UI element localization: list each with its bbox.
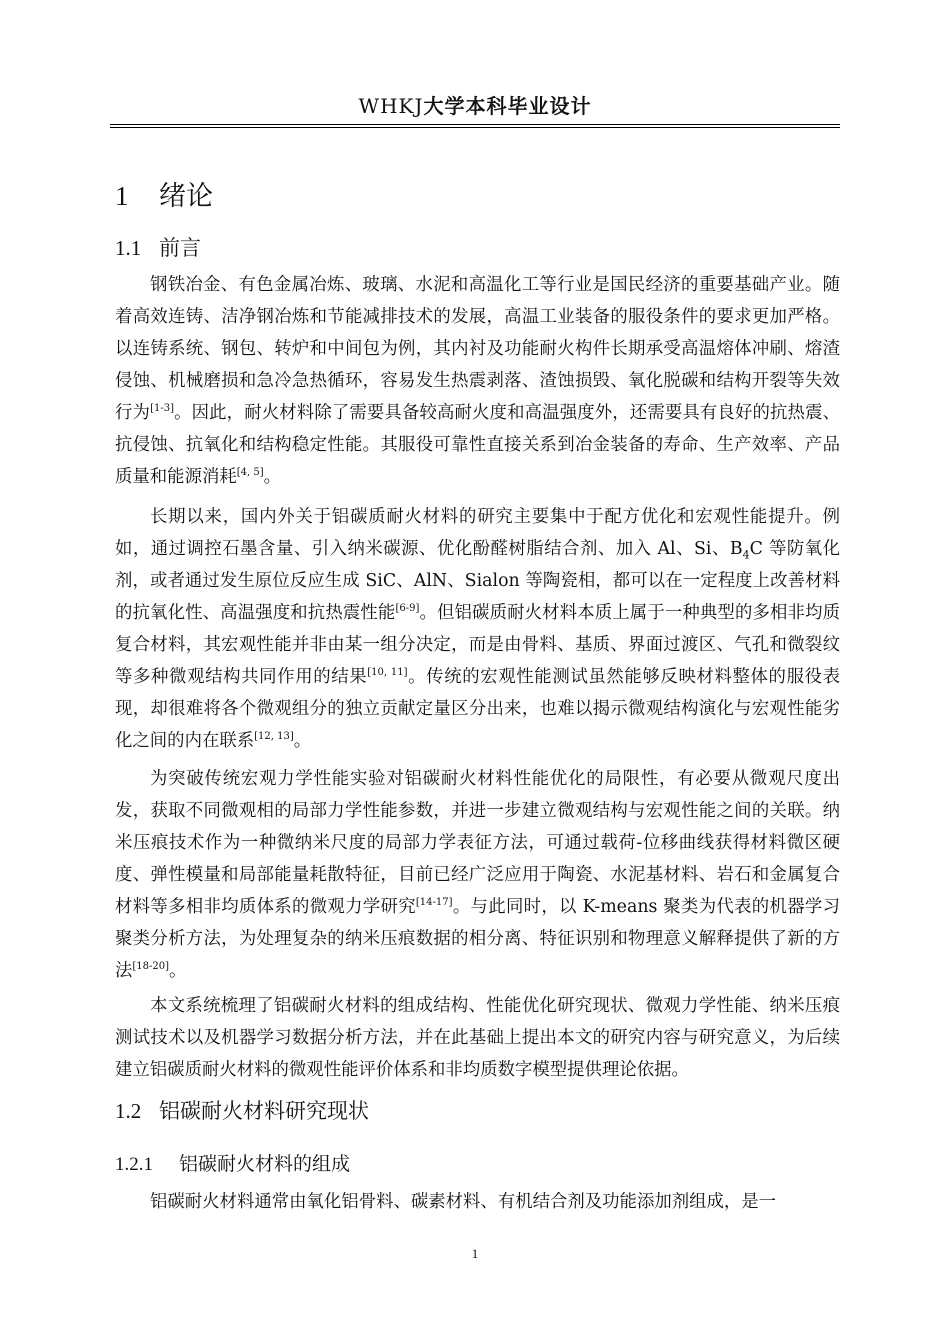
section-title: 前言 bbox=[159, 236, 201, 260]
citation: [14-17] bbox=[415, 897, 453, 909]
section-heading-1-2 bbox=[115, 1094, 369, 1128]
paragraph-2 bbox=[115, 501, 840, 757]
paragraph-1 bbox=[115, 269, 840, 493]
header-title: 大学本科毕业设计 bbox=[423, 94, 592, 118]
paragraph-text: 。与此同时，以 K-means 聚类为代表的机器学习聚类分析方法，为处理复杂的纳米压痕数据的相分离、特征识别和物理意义解释提供了新的方法 bbox=[115, 897, 840, 981]
section-heading-1-1 bbox=[115, 231, 201, 265]
paragraph-4 bbox=[115, 990, 840, 1086]
paragraph-text: 。传统的宏观性能测试虽然能够反映材料整体的服役表现，却很难将各个微观组分的独立贡献定量区分出来，也难以揭示微观结构演化与宏观性能劣化之间的内在联系 bbox=[115, 667, 840, 751]
paragraph-text: 长期以来，国内外关于铝碳质耐火材料的研究主要集中于配方优化和宏观性能提升。例如，通过调控石墨含量、引入纳米碳源、优化酚醛树脂结合剂、加入 Al、Si、B bbox=[115, 507, 840, 559]
paragraph-text: C 等防氧化剂，或者通过发生原位反应生成 SiC、AlN、Sialon 等陶瓷相，都可以在一定程度上改善材料的抗氧化性、高温强度和抗热震性能 bbox=[115, 539, 840, 623]
section-number: 1.2 bbox=[115, 1099, 142, 1123]
citation: [1-3] bbox=[150, 403, 174, 415]
citation: [6-9] bbox=[395, 603, 420, 615]
chapter-title: 绪论 bbox=[159, 181, 213, 212]
paragraph-text: 。 bbox=[263, 467, 282, 487]
paragraph-text: 。因此，耐火材料除了需要具备较高耐火度和高温强度外，还需要具有良好的抗热震、抗侵蚀、抗氧化和结构稳定性能。其服役可靠性直接关系到冶金装备的寿命、生产效率、产品质量和能源消耗 bbox=[115, 403, 840, 487]
paragraph-text: 。 bbox=[169, 961, 187, 981]
paragraph-text: 钢铁冶金、有色金属冶炼、玻璃、水泥和高温化工等行业是国民经济的重要基础产业。随着高效连铸、洁净钢冶炼和节能减排技术的发展，高温工业装备的服役条件的要求更加严格。以连铸系统、钢包、转炉和中间包为例，其内衬及功能耐火构件长期承受高温熔体冲刷、熔渣侵蚀、机械磨损和急冷急热循环，容易发生热震剥落、渣蚀损毁、氧化脱碳和结构开裂等失效行为 bbox=[115, 275, 840, 423]
citation: [12, 13] bbox=[254, 731, 294, 743]
subsection-heading-1-2-1 bbox=[115, 1149, 350, 1179]
citation: [18-20] bbox=[132, 961, 170, 973]
paragraph-text: 本文系统梳理了铝碳耐火材料的组成结构、性能优化研究现状、微观力学性能、纳米压痕测试技术以及机器学习数据分析方法，并在此基础上提出本文的研究内容与研究意义，为后续建立铝碳质耐火材料的微观性能评价体系和非均质数字模型提供理论依据。 bbox=[115, 996, 840, 1080]
citation: [4, 5] bbox=[236, 467, 264, 479]
paragraph-5 bbox=[115, 1186, 840, 1218]
subscript: 4 bbox=[742, 548, 750, 562]
section-number: 1.1 bbox=[115, 236, 142, 260]
page-header bbox=[110, 88, 840, 124]
paragraph-text: 铝碳耐火材料通常由氧化铝骨料、碳素材料、有机结合剂及功能添加剂组成，是一 bbox=[150, 1192, 777, 1212]
page-number: 1 bbox=[471, 1246, 479, 1261]
citation: [10, 11] bbox=[367, 667, 408, 679]
header-prefix: WHKJ bbox=[358, 94, 424, 118]
header-rule-bottom bbox=[110, 127, 840, 128]
section-title: 铝碳耐火材料研究现状 bbox=[159, 1099, 369, 1123]
chapter-heading bbox=[115, 176, 213, 216]
chapter-number: 1 bbox=[115, 181, 129, 211]
subsection-number: 1.2.1 bbox=[115, 1154, 153, 1175]
paragraph-text: 。 bbox=[293, 731, 312, 751]
paragraph-3 bbox=[115, 763, 840, 987]
paragraph-text: 。但铝碳质耐火材料本质上属于一种典型的多相非均质复合材料，其宏观性能并非由某一组分决定，而是由骨料、基质、界面过渡区、气孔和微裂纹等多种微观结构共同作用的结果 bbox=[115, 603, 840, 687]
subsection-title: 铝碳耐火材料的组成 bbox=[179, 1153, 351, 1175]
header-rule-top bbox=[110, 124, 840, 125]
paragraph-text: 为突破传统宏观力学性能实验对铝碳耐火材料性能优化的局限性，有必要从微观尺度出发，获取不同微观相的局部力学性能参数，并进一步建立微观结构与宏观性能之间的关联。纳米压痕技术作为一种微纳米尺度的局部力学表征方法，可通过载荷-位移曲线获得材料微区硬度、弹性模量和局部能量耗散特征，目前已经广泛应用于陶瓷、水泥基材料、岩石和金属复合材料等多相非均质体系的微观力学研究 bbox=[115, 769, 840, 917]
